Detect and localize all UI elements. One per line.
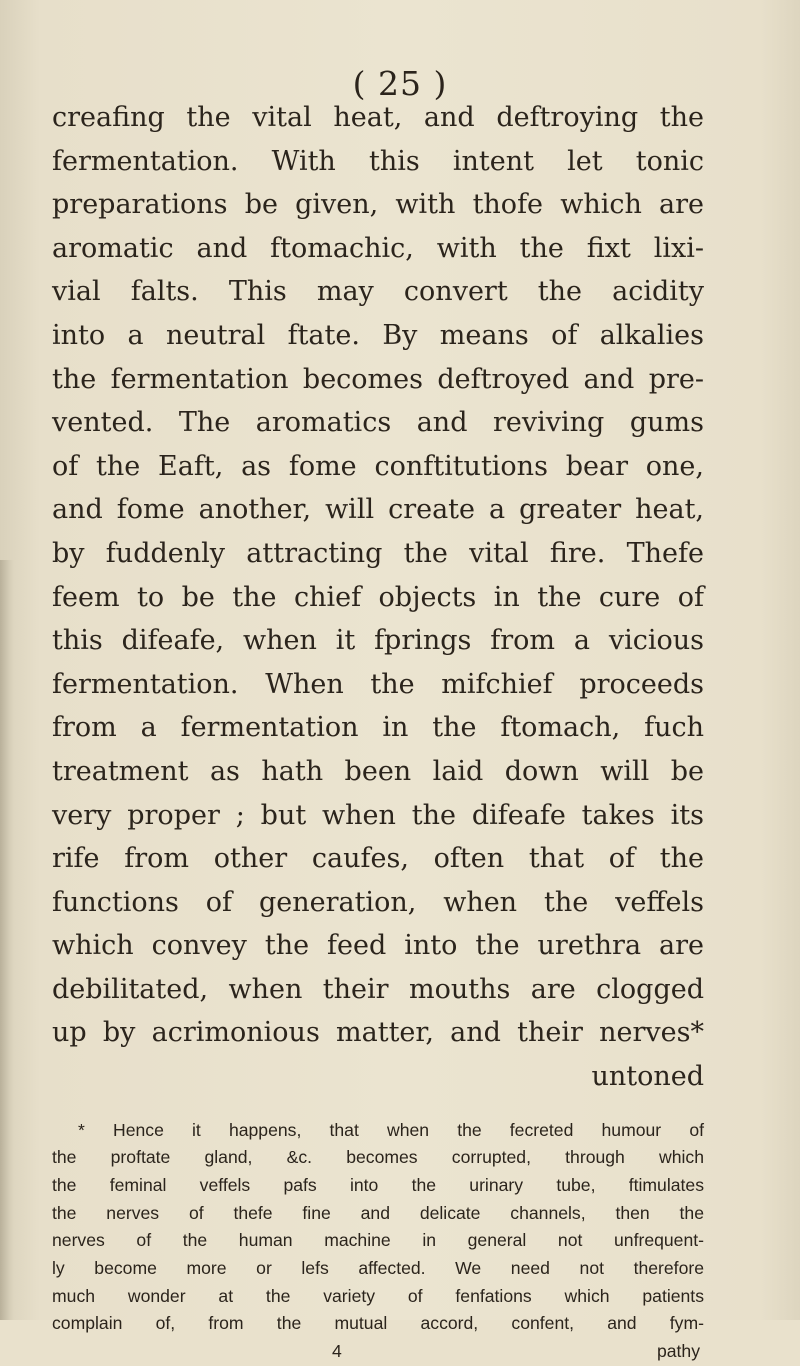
signature-line (52, 1338, 704, 1366)
body-line: and fome another, will create a greater heat, (52, 494, 704, 526)
body-line: by fuddenly attracting the vital fire. Thefe (52, 537, 704, 569)
body-line: fermentation. With this intent let tonic (52, 145, 704, 177)
body-line: feem to be the chief objects in the cure of (52, 581, 704, 613)
footnote-line: * Hence it happens, that when the fecreted humour of (78, 1119, 704, 1140)
footnote-line: much wonder at the variety of fenfations which patients (52, 1285, 704, 1306)
body-line: aromatic and ftomachic, with the fixt lixi- (52, 232, 704, 264)
page-number-header: ( 25 ) (352, 64, 448, 103)
body-line: this difeafe, when it fprings from a vicious (52, 625, 704, 657)
body-line: debilitated, when their mouths are clogged (52, 973, 704, 1005)
body-line: creafing the vital heat, and deftroying the (52, 102, 704, 133)
footnote-gap (52, 1099, 704, 1117)
catchword: untoned (591, 1061, 704, 1093)
body-line: the fermentation becomes deftroyed and pre- (52, 363, 704, 395)
signature-mark: 4 (332, 1341, 342, 1362)
body-line: rife from other caufes, often that of the (52, 843, 704, 875)
body-line: into a neutral ftate. By means of alkalies (52, 319, 704, 351)
footnote-line: the proftate gland, &c. becomes corrupted, through which (52, 1147, 704, 1168)
body-line: preparations be given, with thofe which are (52, 189, 704, 221)
body-line: from a fermentation in the ftomach, fuch (52, 712, 704, 744)
body-line: functions of generation, when the veffels (52, 886, 704, 918)
body-text (52, 96, 704, 1366)
footnote-line: ly become more or lefs affected. We need not therefore (52, 1258, 704, 1279)
body-line: of the Eaft, as fome conftitutions bear one, (52, 450, 704, 482)
footnote-catchword: pathy (656, 1341, 700, 1362)
footnote-line: the nerves of thefe fine and delicate channels, then the (52, 1202, 704, 1223)
body-line: which convey the feed into the urethra are (52, 930, 704, 962)
body-line: vented. The aromatics and reviving gums (52, 407, 704, 439)
footnote-line: the feminal veffels pafs into the urinary tube, ftimulates (52, 1175, 704, 1196)
body-line: vial falts. This may convert the acidity (52, 276, 704, 308)
body-line: very proper ; but when the difeafe takes its (52, 799, 704, 831)
footnote-line: complain of, from the mutual accord, confent, and fym- (52, 1313, 704, 1334)
footnote (52, 1117, 704, 1366)
body-line: up by acrimonious matter, and their nerves* (52, 1017, 704, 1049)
body-line: fermentation. When the mifchief proceeds (52, 668, 704, 700)
page-edge-shadow (0, 560, 14, 1320)
footnote-line: nerves of the human machine in general not unfrequent- (52, 1230, 704, 1251)
body-line: treatment as hath been laid down will be (52, 755, 704, 787)
